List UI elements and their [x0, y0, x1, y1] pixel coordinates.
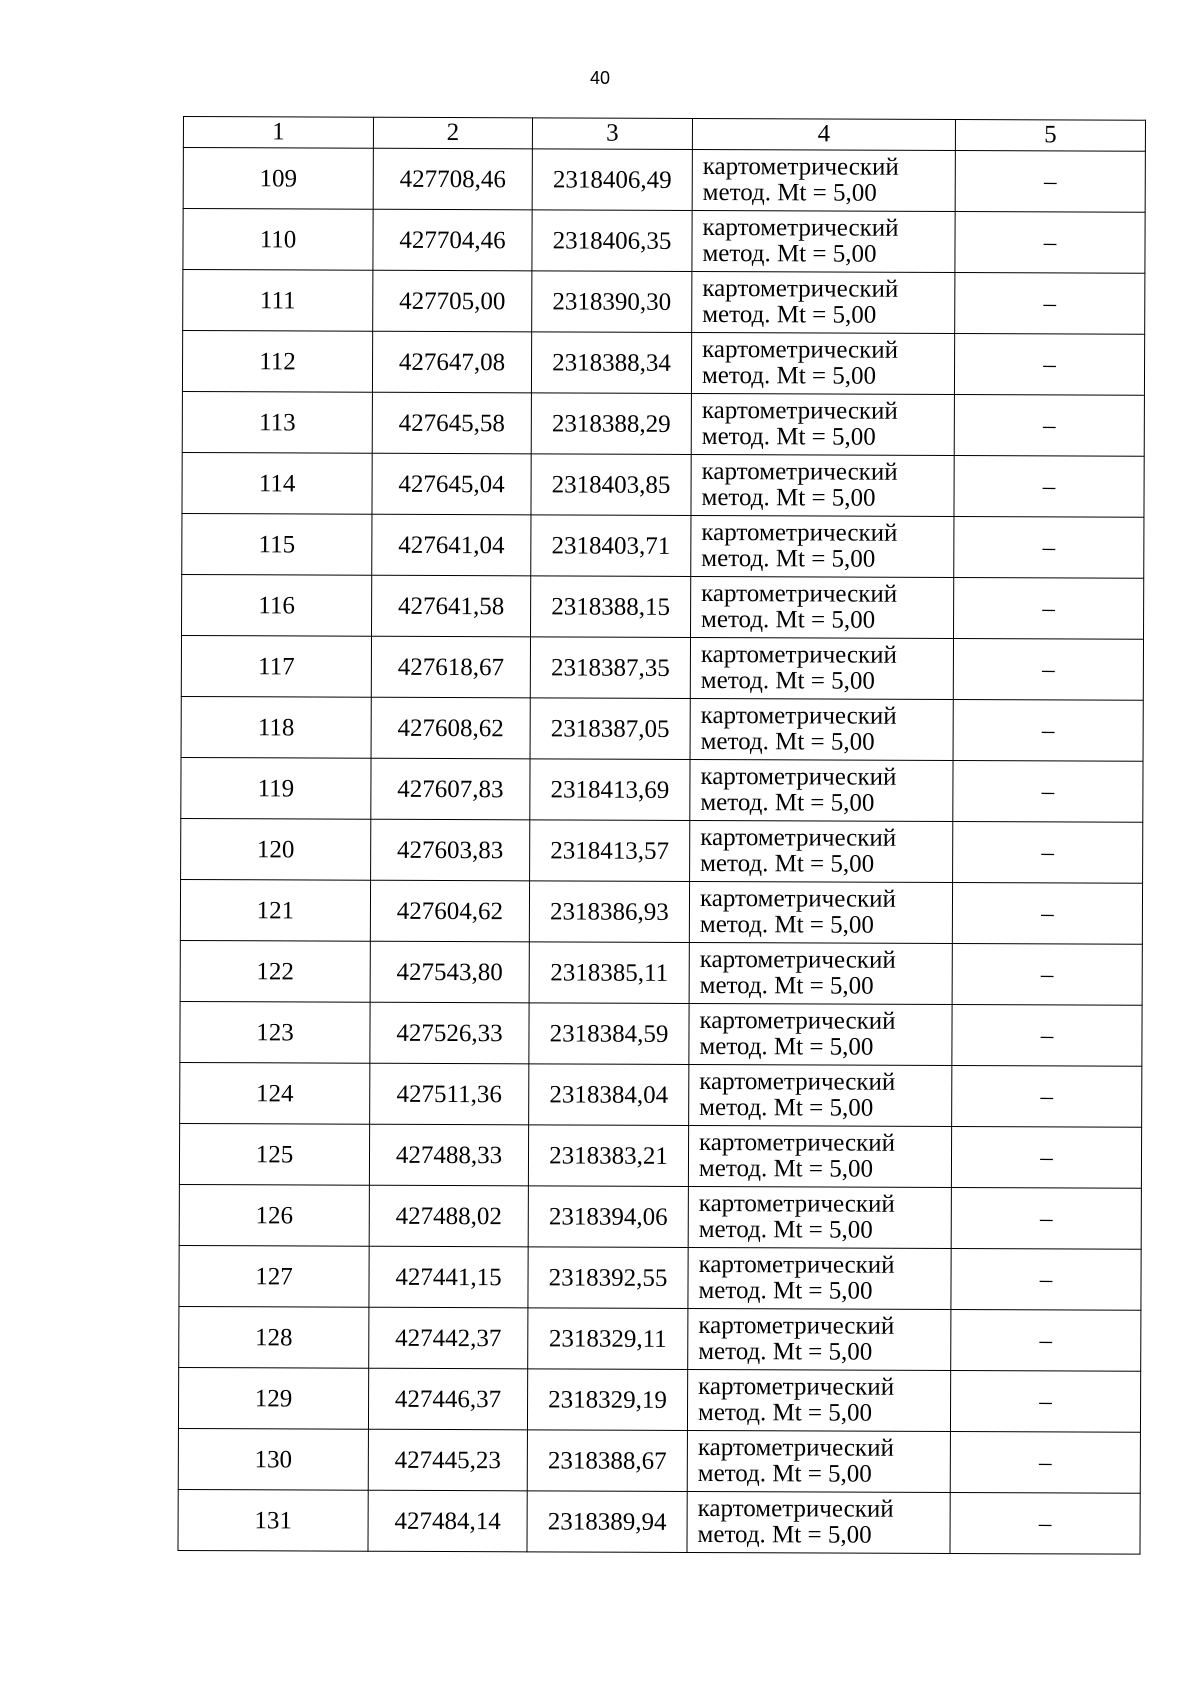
table-row	[179, 1306, 1141, 1371]
point-number-cell: 122	[180, 940, 370, 1002]
method-cell	[690, 698, 953, 760]
x-coordinate-cell: 427511,36	[370, 1063, 529, 1125]
column-5-cell	[954, 394, 1144, 456]
method-name: картометрический	[700, 701, 897, 730]
y-coordinate-cell: 2318329,11	[528, 1308, 688, 1370]
column-5-cell	[951, 1248, 1141, 1310]
y-coordinate-cell: 2318388,67	[527, 1430, 687, 1492]
table-row	[180, 940, 1142, 1005]
column-5-cell	[953, 699, 1143, 761]
header-cell-4: 4	[692, 118, 955, 150]
method-cell	[688, 1186, 951, 1248]
dash-value: –	[1040, 960, 1054, 988]
method-accuracy: метод. Mt = 5,00	[702, 178, 877, 207]
page-number: 40	[589, 68, 611, 88]
point-number-cell: 120	[181, 818, 371, 880]
method-name: картометрический	[699, 884, 897, 913]
dash-value: –	[1039, 1204, 1053, 1232]
point-number-cell: 124	[180, 1062, 370, 1124]
method-accuracy: метод. Mt = 5,00	[698, 1215, 873, 1244]
method-name: картометрический	[698, 1189, 895, 1218]
dash-value: –	[1042, 655, 1055, 683]
dash-value: –	[1039, 1448, 1052, 1476]
method-accuracy: метод. Mt = 5,00	[702, 239, 877, 268]
point-number-cell: 129	[178, 1367, 368, 1429]
y-coordinate-cell: 2318388,34	[531, 332, 691, 394]
x-coordinate-cell: 427607,83	[371, 758, 530, 820]
x-coordinate-cell: 427441,15	[369, 1246, 528, 1308]
table-row	[183, 148, 1145, 213]
column-5-cell	[950, 1370, 1140, 1432]
method-accuracy: метод. Mt = 5,00	[699, 1093, 874, 1122]
column-5-cell	[953, 760, 1143, 822]
table-row	[182, 574, 1144, 639]
method-cell	[692, 149, 955, 211]
method-name: картометрический	[699, 1006, 896, 1035]
y-coordinate-cell: 2318406,49	[532, 149, 692, 211]
dash-value: –	[1042, 533, 1056, 561]
point-number-cell: 127	[179, 1245, 369, 1307]
x-coordinate-cell: 427543,80	[370, 941, 529, 1003]
y-coordinate-cell: 2318384,59	[529, 1003, 689, 1065]
table-row	[181, 696, 1143, 761]
table-row	[181, 757, 1143, 822]
method-accuracy: метод. Mt = 5,00	[697, 1520, 872, 1549]
method-accuracy: метод. Mt = 5,00	[701, 483, 876, 512]
dash-value: –	[1043, 289, 1057, 317]
table-row	[178, 1428, 1140, 1493]
column-5-cell	[952, 1004, 1142, 1066]
dash-value: –	[1043, 228, 1057, 256]
table-row	[179, 1123, 1141, 1188]
column-5-cell	[954, 455, 1144, 517]
column-5-cell	[951, 1309, 1141, 1371]
y-coordinate-cell: 2318384,04	[529, 1064, 689, 1126]
dash-value: –	[1039, 1265, 1053, 1293]
dash-value: –	[1040, 1143, 1053, 1171]
point-number-cell: 109	[183, 148, 373, 210]
method-name: картометрический	[697, 1433, 894, 1462]
dash-value: –	[1041, 716, 1055, 744]
x-coordinate-cell: 427705,00	[373, 270, 532, 332]
method-accuracy: метод. Mt = 5,00	[698, 1154, 874, 1183]
x-coordinate-cell: 427604,62	[370, 880, 529, 942]
dash-value: –	[1038, 1509, 1052, 1537]
table-row	[180, 879, 1142, 944]
column-5-cell	[955, 150, 1145, 212]
dash-value: –	[1041, 777, 1055, 805]
point-number-cell: 126	[179, 1184, 369, 1246]
method-name: картометрический	[699, 1067, 896, 1096]
method-cell	[687, 1369, 950, 1431]
method-accuracy: метод. Mt = 5,00	[698, 1337, 873, 1366]
method-name: картометрический	[702, 213, 899, 242]
column-5-cell	[955, 211, 1145, 273]
y-coordinate-cell: 2318388,15	[531, 576, 691, 638]
header-cell-1: 1	[183, 117, 373, 149]
column-5-cell	[952, 1065, 1142, 1127]
column-5-cell	[953, 577, 1143, 639]
method-cell	[690, 820, 953, 882]
method-name: картометрический	[701, 396, 898, 425]
x-coordinate-cell: 427608,62	[371, 697, 530, 759]
dash-value: –	[1043, 411, 1056, 439]
x-coordinate-cell: 427484,14	[368, 1490, 527, 1552]
point-number-cell: 130	[178, 1428, 368, 1490]
header-cell-3: 3	[532, 118, 692, 150]
method-accuracy: метод. Mt = 5,00	[697, 1459, 872, 1488]
method-name: картометрический	[700, 762, 897, 791]
x-coordinate-cell: 427704,46	[373, 209, 532, 271]
method-cell	[690, 637, 953, 699]
y-coordinate-cell: 2318387,05	[530, 698, 690, 760]
y-coordinate-cell: 2318390,30	[532, 271, 692, 333]
table-row	[182, 391, 1144, 456]
method-name: картометрический	[697, 1494, 894, 1523]
method-name: картометрический	[702, 152, 899, 181]
table-row	[182, 331, 1144, 396]
y-coordinate-cell: 2318386,93	[529, 881, 689, 943]
x-coordinate-cell: 427645,04	[372, 453, 531, 515]
table-row	[178, 1489, 1140, 1554]
header-cell-5: 5	[955, 119, 1145, 151]
table-row	[181, 635, 1143, 700]
method-name: картометрический	[701, 457, 898, 486]
y-coordinate-cell: 2318394,06	[528, 1186, 688, 1248]
method-name: картометрический	[702, 274, 899, 303]
dash-value: –	[1043, 167, 1057, 195]
point-number-cell: 110	[183, 209, 373, 271]
x-coordinate-cell: 427641,04	[372, 514, 531, 576]
column-5-cell	[954, 516, 1144, 578]
dash-value: –	[1042, 472, 1056, 500]
table-row	[180, 1001, 1142, 1066]
y-coordinate-cell: 2318389,94	[527, 1491, 687, 1553]
x-coordinate-cell: 427603,83	[371, 819, 530, 881]
y-coordinate-cell: 2318403,71	[531, 515, 691, 577]
x-coordinate-cell: 427708,46	[373, 148, 532, 210]
method-cell	[689, 942, 952, 1004]
column-5-cell	[950, 1431, 1140, 1493]
point-number-cell: 119	[181, 757, 371, 819]
table-row	[182, 452, 1144, 517]
method-accuracy: метод. Mt = 5,00	[699, 971, 874, 1000]
column-5-cell	[955, 272, 1145, 334]
point-number-cell: 112	[182, 331, 372, 393]
method-cell	[691, 515, 954, 577]
y-coordinate-cell: 2318403,85	[531, 454, 691, 516]
point-number-cell: 121	[180, 879, 370, 941]
point-number-cell: 113	[182, 391, 372, 453]
x-coordinate-cell: 427618,67	[371, 636, 530, 698]
point-number-cell: 115	[182, 513, 372, 575]
table-row	[178, 1367, 1140, 1432]
dash-value: –	[1043, 350, 1056, 378]
y-coordinate-cell: 2318413,69	[530, 759, 690, 821]
method-accuracy: метод. Mt = 5,00	[698, 1276, 873, 1305]
dash-value: –	[1039, 1326, 1053, 1354]
column-5-cell	[950, 1492, 1140, 1554]
point-number-cell: 123	[180, 1001, 370, 1063]
y-coordinate-cell: 2318329,19	[527, 1369, 687, 1431]
dash-value: –	[1039, 1387, 1052, 1415]
method-name: картометрический	[698, 1372, 895, 1401]
method-name: картометрический	[699, 945, 896, 974]
method-cell	[689, 1003, 952, 1065]
method-cell	[689, 1064, 952, 1126]
x-coordinate-cell: 427488,02	[369, 1185, 528, 1247]
method-cell	[688, 1308, 951, 1370]
point-number-cell: 118	[181, 696, 371, 758]
method-accuracy: метод. Mt = 5,00	[699, 910, 874, 939]
method-cell	[687, 1491, 950, 1553]
table-row	[179, 1245, 1141, 1310]
method-name: картометрический	[702, 335, 899, 364]
column-5-cell	[951, 1187, 1141, 1249]
x-coordinate-cell: 427445,23	[368, 1429, 527, 1491]
method-accuracy: метод. Mt = 5,00	[701, 544, 876, 573]
point-number-cell: 117	[181, 635, 371, 697]
table-row	[183, 270, 1145, 335]
table-row	[179, 1184, 1141, 1249]
column-5-cell	[954, 333, 1144, 395]
method-cell	[691, 454, 954, 516]
coordinates-table	[177, 116, 1146, 1555]
table-body	[178, 117, 1145, 1555]
column-5-cell	[952, 882, 1142, 944]
y-coordinate-cell: 2318387,35	[530, 637, 690, 699]
point-number-cell: 131	[178, 1489, 368, 1551]
y-coordinate-cell: 2318385,11	[529, 942, 689, 1004]
method-cell	[692, 271, 955, 333]
point-number-cell: 111	[183, 270, 373, 332]
method-cell	[688, 1247, 951, 1309]
method-cell	[688, 1125, 951, 1187]
point-number-cell: 116	[182, 574, 372, 636]
x-coordinate-cell: 427442,37	[369, 1307, 528, 1369]
method-cell	[691, 576, 954, 638]
column-5-cell	[953, 821, 1143, 883]
x-coordinate-cell: 427526,33	[370, 1002, 529, 1064]
x-coordinate-cell: 427647,08	[372, 331, 531, 393]
method-name: картометрический	[698, 1250, 895, 1279]
method-accuracy: метод. Mt = 5,00	[700, 788, 875, 817]
method-name: картометрический	[700, 823, 897, 852]
method-name: картометрический	[699, 1128, 896, 1157]
point-number-cell: 128	[179, 1306, 369, 1368]
method-name: картометрический	[698, 1311, 895, 1340]
method-name: картометрический	[700, 640, 897, 669]
dash-value: –	[1040, 1021, 1054, 1049]
dash-value: –	[1041, 899, 1054, 927]
method-accuracy: метод. Mt = 5,00	[700, 849, 875, 878]
x-coordinate-cell: 427488,33	[369, 1124, 528, 1186]
dash-value: –	[1040, 1082, 1054, 1110]
table-row	[183, 209, 1145, 274]
method-cell	[689, 881, 952, 943]
method-accuracy: метод. Mt = 5,00	[697, 1398, 873, 1427]
method-cell	[691, 393, 954, 455]
method-accuracy: метод. Mt = 5,00	[699, 1032, 874, 1061]
y-coordinate-cell: 2318413,57	[530, 820, 690, 882]
column-5-cell	[952, 943, 1142, 1005]
method-accuracy: метод. Mt = 5,00	[701, 422, 876, 451]
x-coordinate-cell: 427641,58	[372, 575, 531, 637]
x-coordinate-cell: 427645,58	[372, 392, 531, 454]
method-accuracy: метод. Mt = 5,00	[700, 666, 875, 695]
column-5-cell	[953, 638, 1143, 700]
header-cell-2: 2	[373, 117, 532, 149]
dash-value: –	[1041, 838, 1054, 866]
y-coordinate-cell: 2318388,29	[531, 393, 691, 455]
table-row	[180, 1062, 1142, 1127]
y-coordinate-cell: 2318383,21	[528, 1125, 688, 1187]
method-name: картометрический	[701, 579, 898, 608]
method-cell	[691, 332, 954, 394]
point-number-cell: 125	[179, 1123, 369, 1185]
y-coordinate-cell: 2318406,35	[532, 210, 692, 272]
x-coordinate-cell: 427446,37	[368, 1368, 527, 1430]
method-accuracy: метод. Mt = 5,00	[701, 605, 876, 634]
point-number-cell: 114	[182, 452, 372, 514]
method-accuracy: метод. Mt = 5,00	[702, 300, 877, 329]
method-cell	[690, 759, 953, 821]
table-row	[182, 513, 1144, 578]
method-cell	[687, 1430, 950, 1492]
column-5-cell	[951, 1126, 1141, 1188]
method-accuracy: метод. Mt = 5,00	[701, 361, 877, 390]
table-header-row	[183, 117, 1145, 152]
table-row	[181, 818, 1143, 883]
method-name: картометрический	[701, 518, 898, 547]
dash-value: –	[1042, 594, 1055, 622]
method-cell	[692, 210, 955, 272]
y-coordinate-cell: 2318392,55	[528, 1247, 688, 1309]
method-accuracy: метод. Mt = 5,00	[700, 727, 875, 756]
